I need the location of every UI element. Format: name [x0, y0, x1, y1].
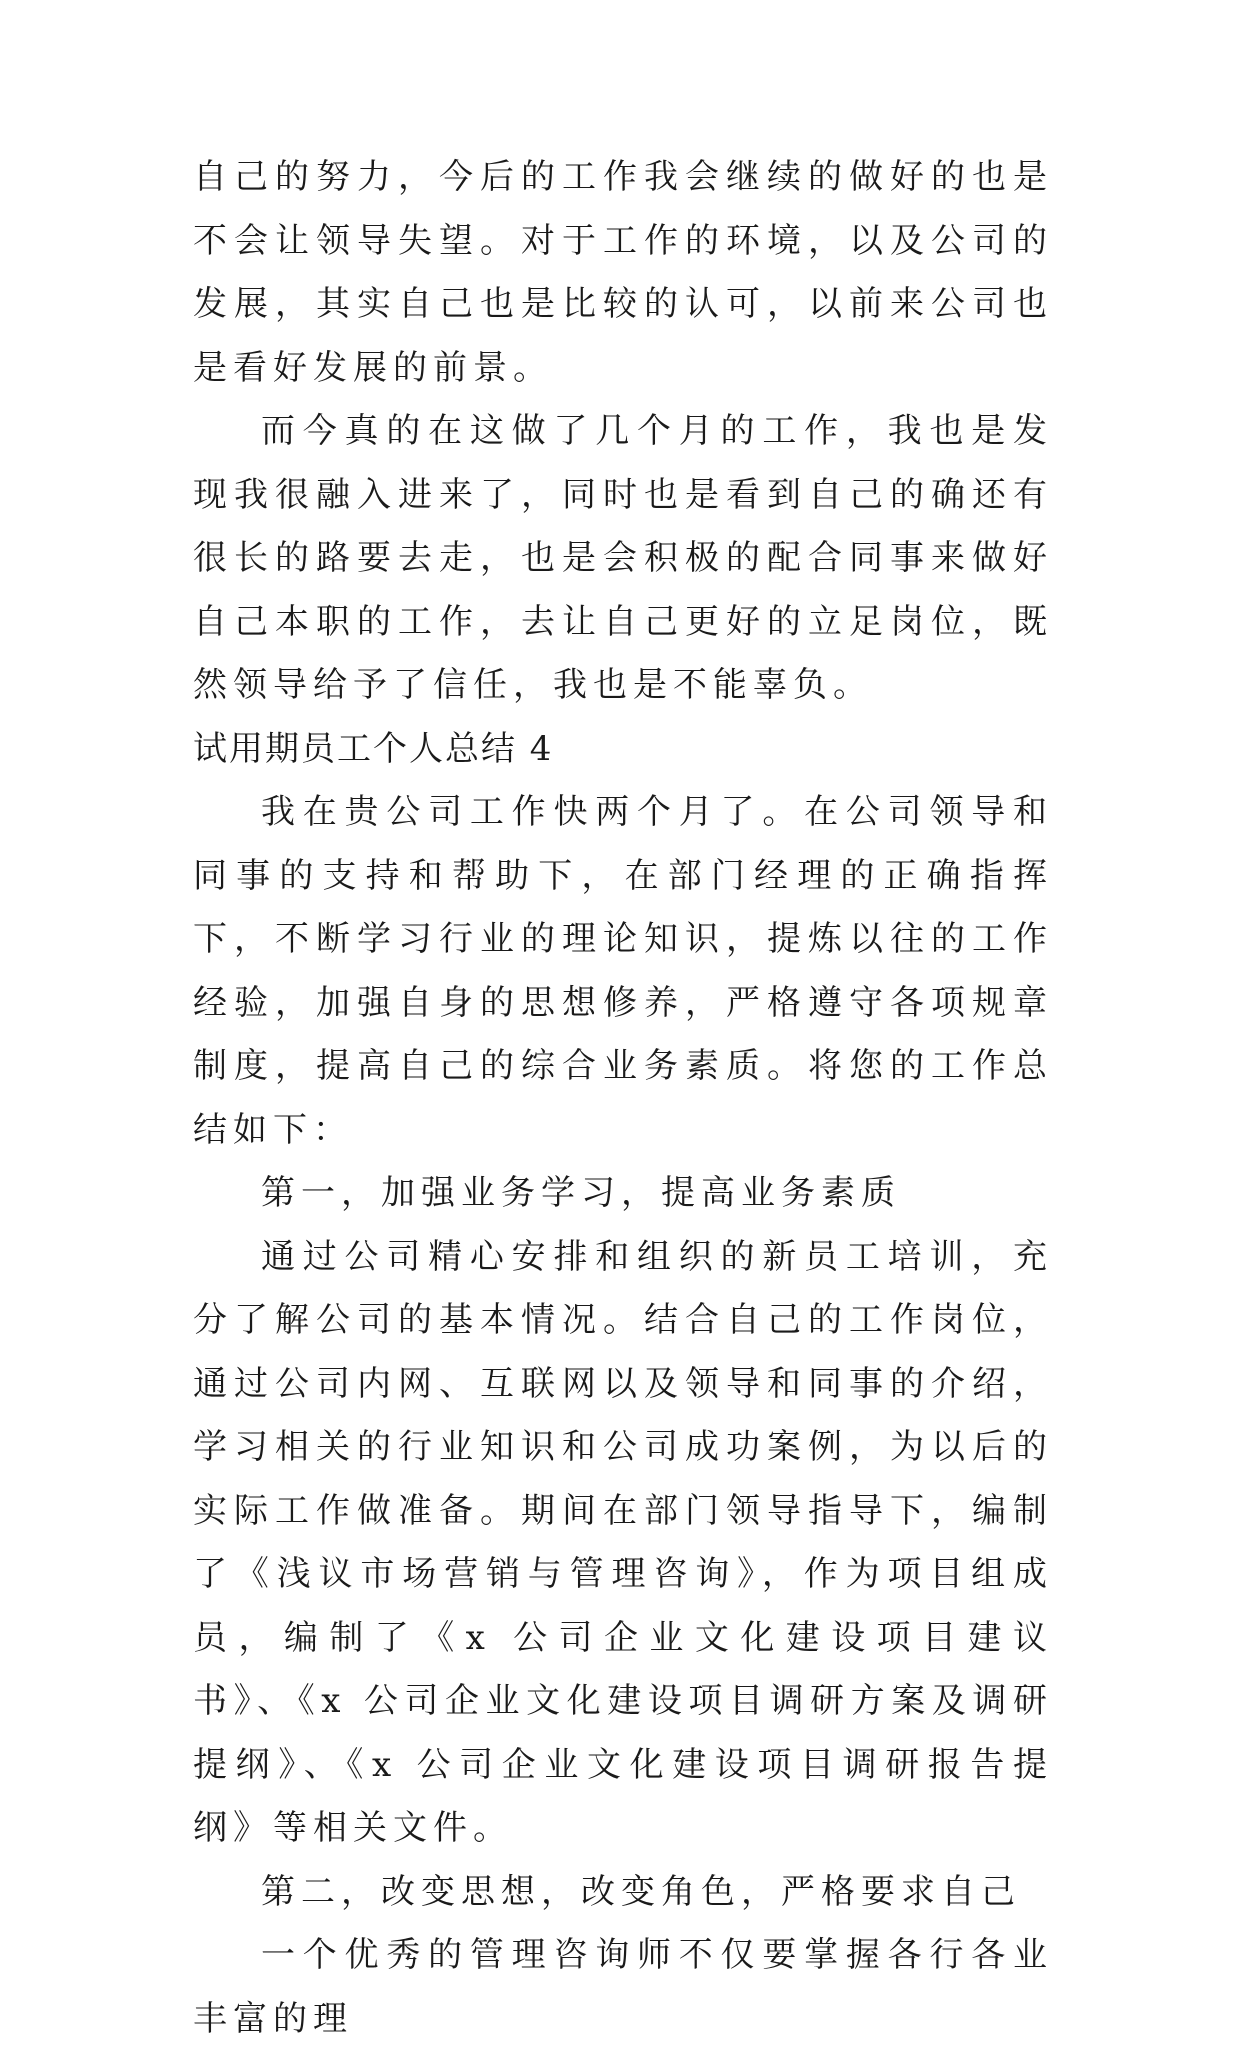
- subheading-first: 第一，加强业务学习，提高业务素质: [261, 1173, 901, 1213]
- subheading-second: 第二，改变思想，改变角色，严格要求自己: [261, 1871, 1021, 1912]
- paragraph: 我在贵公司工作快两个月了。在公司领导和同事的支持和帮助下，在部门经理的正确指挥下，不断学习行业的理论知识，提炼以往的工作经验，加强自身的思想修养，严格遵守各项规章制度，提高自己的综合业务素质。将您的工作总结如下：: [193, 792, 1053, 1150]
- paragraph: 而今真的在这做了几个月的工作，我也是发现我很融入进来了，同时也是看到自己的确还有很长的路要去走，也是会积极的配合同事来做好自己本职的工作，去让自己更好的立足岗位，既然领导给予了信任，我也是不能辜负。: [193, 411, 1053, 705]
- paragraph-continuation: 自己的努力，今后的工作我会继续的做好的也是不会让领导失望。对于工作的环境，以及公司的发展，其实自己也是比较的认可，以前来公司也是看好发展的前景。: [193, 157, 1053, 388]
- document-body: [193, 146, 1053, 2051]
- section-heading: 试用期员工个人总结 4: [193, 728, 554, 769]
- paragraph: 一个优秀的管理咨询师不仅要掌握各行各业丰富的理: [193, 1935, 1053, 2039]
- paragraph: 通过公司精心安排和组织的新员工培训，充分了解公司的基本情况。结合自己的工作岗位，通过公司内网、互联网以及领导和同事的介绍，学习相关的行业知识和公司成功案例，为以后的实际工作做准备。期间在部门领导指导下，编制了《浅议市场营销与管理咨询》，作为项目组成员，编制了《x 公司企业文化建设项目建议书》、《x 公司企业文化建设项目调研方案及调研提纲》、《x 公司企业文化建设项目调研报告提纲》等相关文件。: [193, 1236, 1053, 1848]
